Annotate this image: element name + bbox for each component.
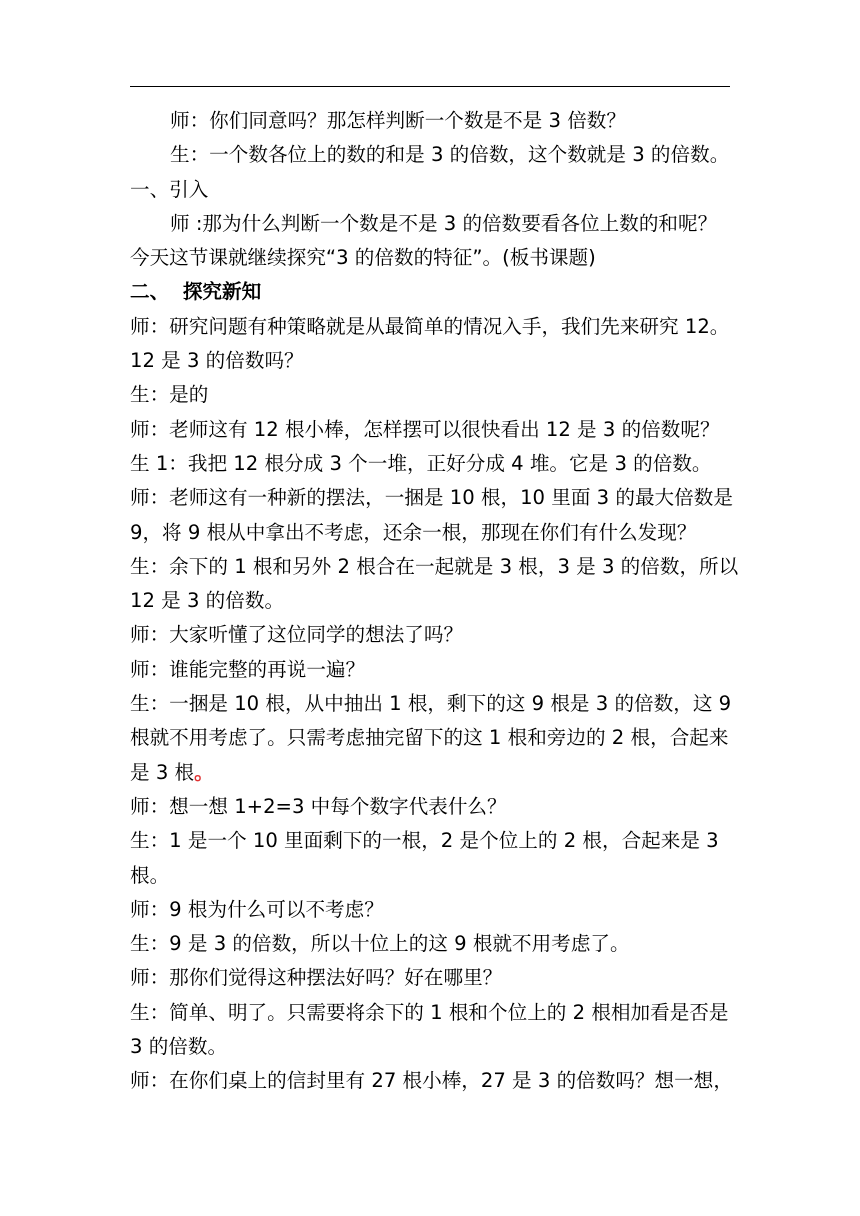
header-rule: [130, 86, 730, 87]
line-trail-mark: 。: [194, 760, 214, 784]
text-line: [130, 687, 732, 721]
line-text: 一、引入: [130, 177, 209, 201]
text-line: [130, 516, 732, 550]
section-heading: [130, 275, 732, 309]
text-line: [130, 241, 732, 275]
line-text: 师：老师这有 12 根小棒，怎样摆可以很快看出 12 是 3 的倍数呢？: [130, 417, 720, 441]
line-text: 生：简单、明了。只需要将余下的 1 根和个位上的 2 根相加看是否是: [130, 1000, 729, 1024]
line-text: 师：老师这有一种新的摆法，一捆是 10 根，10 里面 3 的最大倍数是: [130, 486, 733, 510]
text-line: [130, 173, 732, 207]
line-text: 今天这节课就继续探究“3 的倍数的特征”。(板书课题): [130, 246, 596, 270]
line-text: 师：想一想 1+2=3 中每个数字代表什么？: [130, 794, 507, 818]
text-line: [130, 859, 732, 893]
text-line: [130, 893, 732, 927]
text-line: [130, 1030, 732, 1064]
line-text: 根就不用考虑了。只需考虑抽完留下的这 1 根和旁边的 2 根，合起来: [130, 726, 729, 750]
line-text: 师：研究问题有种策略就是从最简单的情况入手，我们先来研究 12。: [130, 314, 730, 338]
line-text: 师：在你们桌上的信封里有 27 根小棒，27 是 3 的倍数吗？想一想，: [130, 1069, 733, 1093]
line-text: 师：谁能完整的再说一遍？: [130, 657, 366, 681]
line-text: 生：一个数各位上的数的和是 3 的倍数，这个数就是 3 的倍数。: [170, 143, 730, 167]
text-line: [130, 447, 732, 481]
text-line: [130, 824, 732, 858]
text-line: [130, 653, 732, 687]
line-text: 生：余下的 1 根和另外 2 根合在一起就是 3 根，3 是 3 的倍数，所以: [130, 554, 739, 578]
text-line: [130, 104, 732, 138]
text-line: [130, 584, 732, 618]
line-text: 师 :那为什么判断一个数是不是 3 的倍数要看各位上数的和呢？: [170, 211, 718, 235]
line-text: 3 的倍数。: [130, 1035, 228, 1059]
text-line: [130, 413, 732, 447]
line-text: 师：9 根为什么可以不考虑？: [130, 897, 384, 921]
line-text: 生 1：我把 12 根分成 3 个一堆，正好分成 4 堆。它是 3 的倍数。: [130, 451, 712, 475]
text-line: [130, 550, 739, 584]
text-line: [130, 721, 732, 755]
line-text: 生：是的: [130, 383, 209, 407]
text-line: [130, 790, 732, 824]
line-text: 生：9 是 3 的倍数，所以十位上的这 9 根就不用考虑了。: [130, 932, 630, 956]
text-line: [130, 618, 732, 652]
line-text: 师：你们同意吗？那怎样判断一个数是不是 3 倍数？: [170, 109, 626, 132]
text-line: [130, 344, 732, 378]
text-line: [130, 1064, 732, 1098]
line-text: 二、 探究新知: [130, 280, 262, 304]
text-line: [130, 996, 732, 1030]
line-text: 9，将 9 根从中拿出不考虑，还余一根，那现在你们有什么发现？: [130, 520, 697, 544]
text-line: [130, 961, 732, 995]
document-lines: [130, 104, 739, 1099]
text-line: [130, 756, 732, 790]
line-text: 12 是 3 的倍数。: [130, 589, 285, 613]
line-text: 12 是 3 的倍数吗？: [130, 349, 304, 373]
text-line: [130, 378, 732, 412]
text-line: [130, 207, 732, 241]
line-text: 是 3 根: [130, 760, 195, 784]
line-text: 生：1 是一个 10 里面剩下的一根，2 是个位上的 2 根，合起来是 3: [130, 829, 719, 853]
text-line: [130, 310, 732, 344]
document-body: [130, 104, 739, 1099]
text-line: [130, 138, 732, 172]
line-text: 师：大家听懂了这位同学的想法了吗？: [130, 623, 464, 647]
line-text: 师：那你们觉得这种摆法好吗？好在哪里？: [130, 966, 503, 990]
text-line: [130, 481, 732, 515]
line-text: 生：一捆是 10 根，从中抽出 1 根，剩下的这 9 根是 3 的倍数，这 9: [130, 692, 732, 716]
line-text: 根。: [130, 863, 170, 887]
text-line: [130, 927, 732, 961]
